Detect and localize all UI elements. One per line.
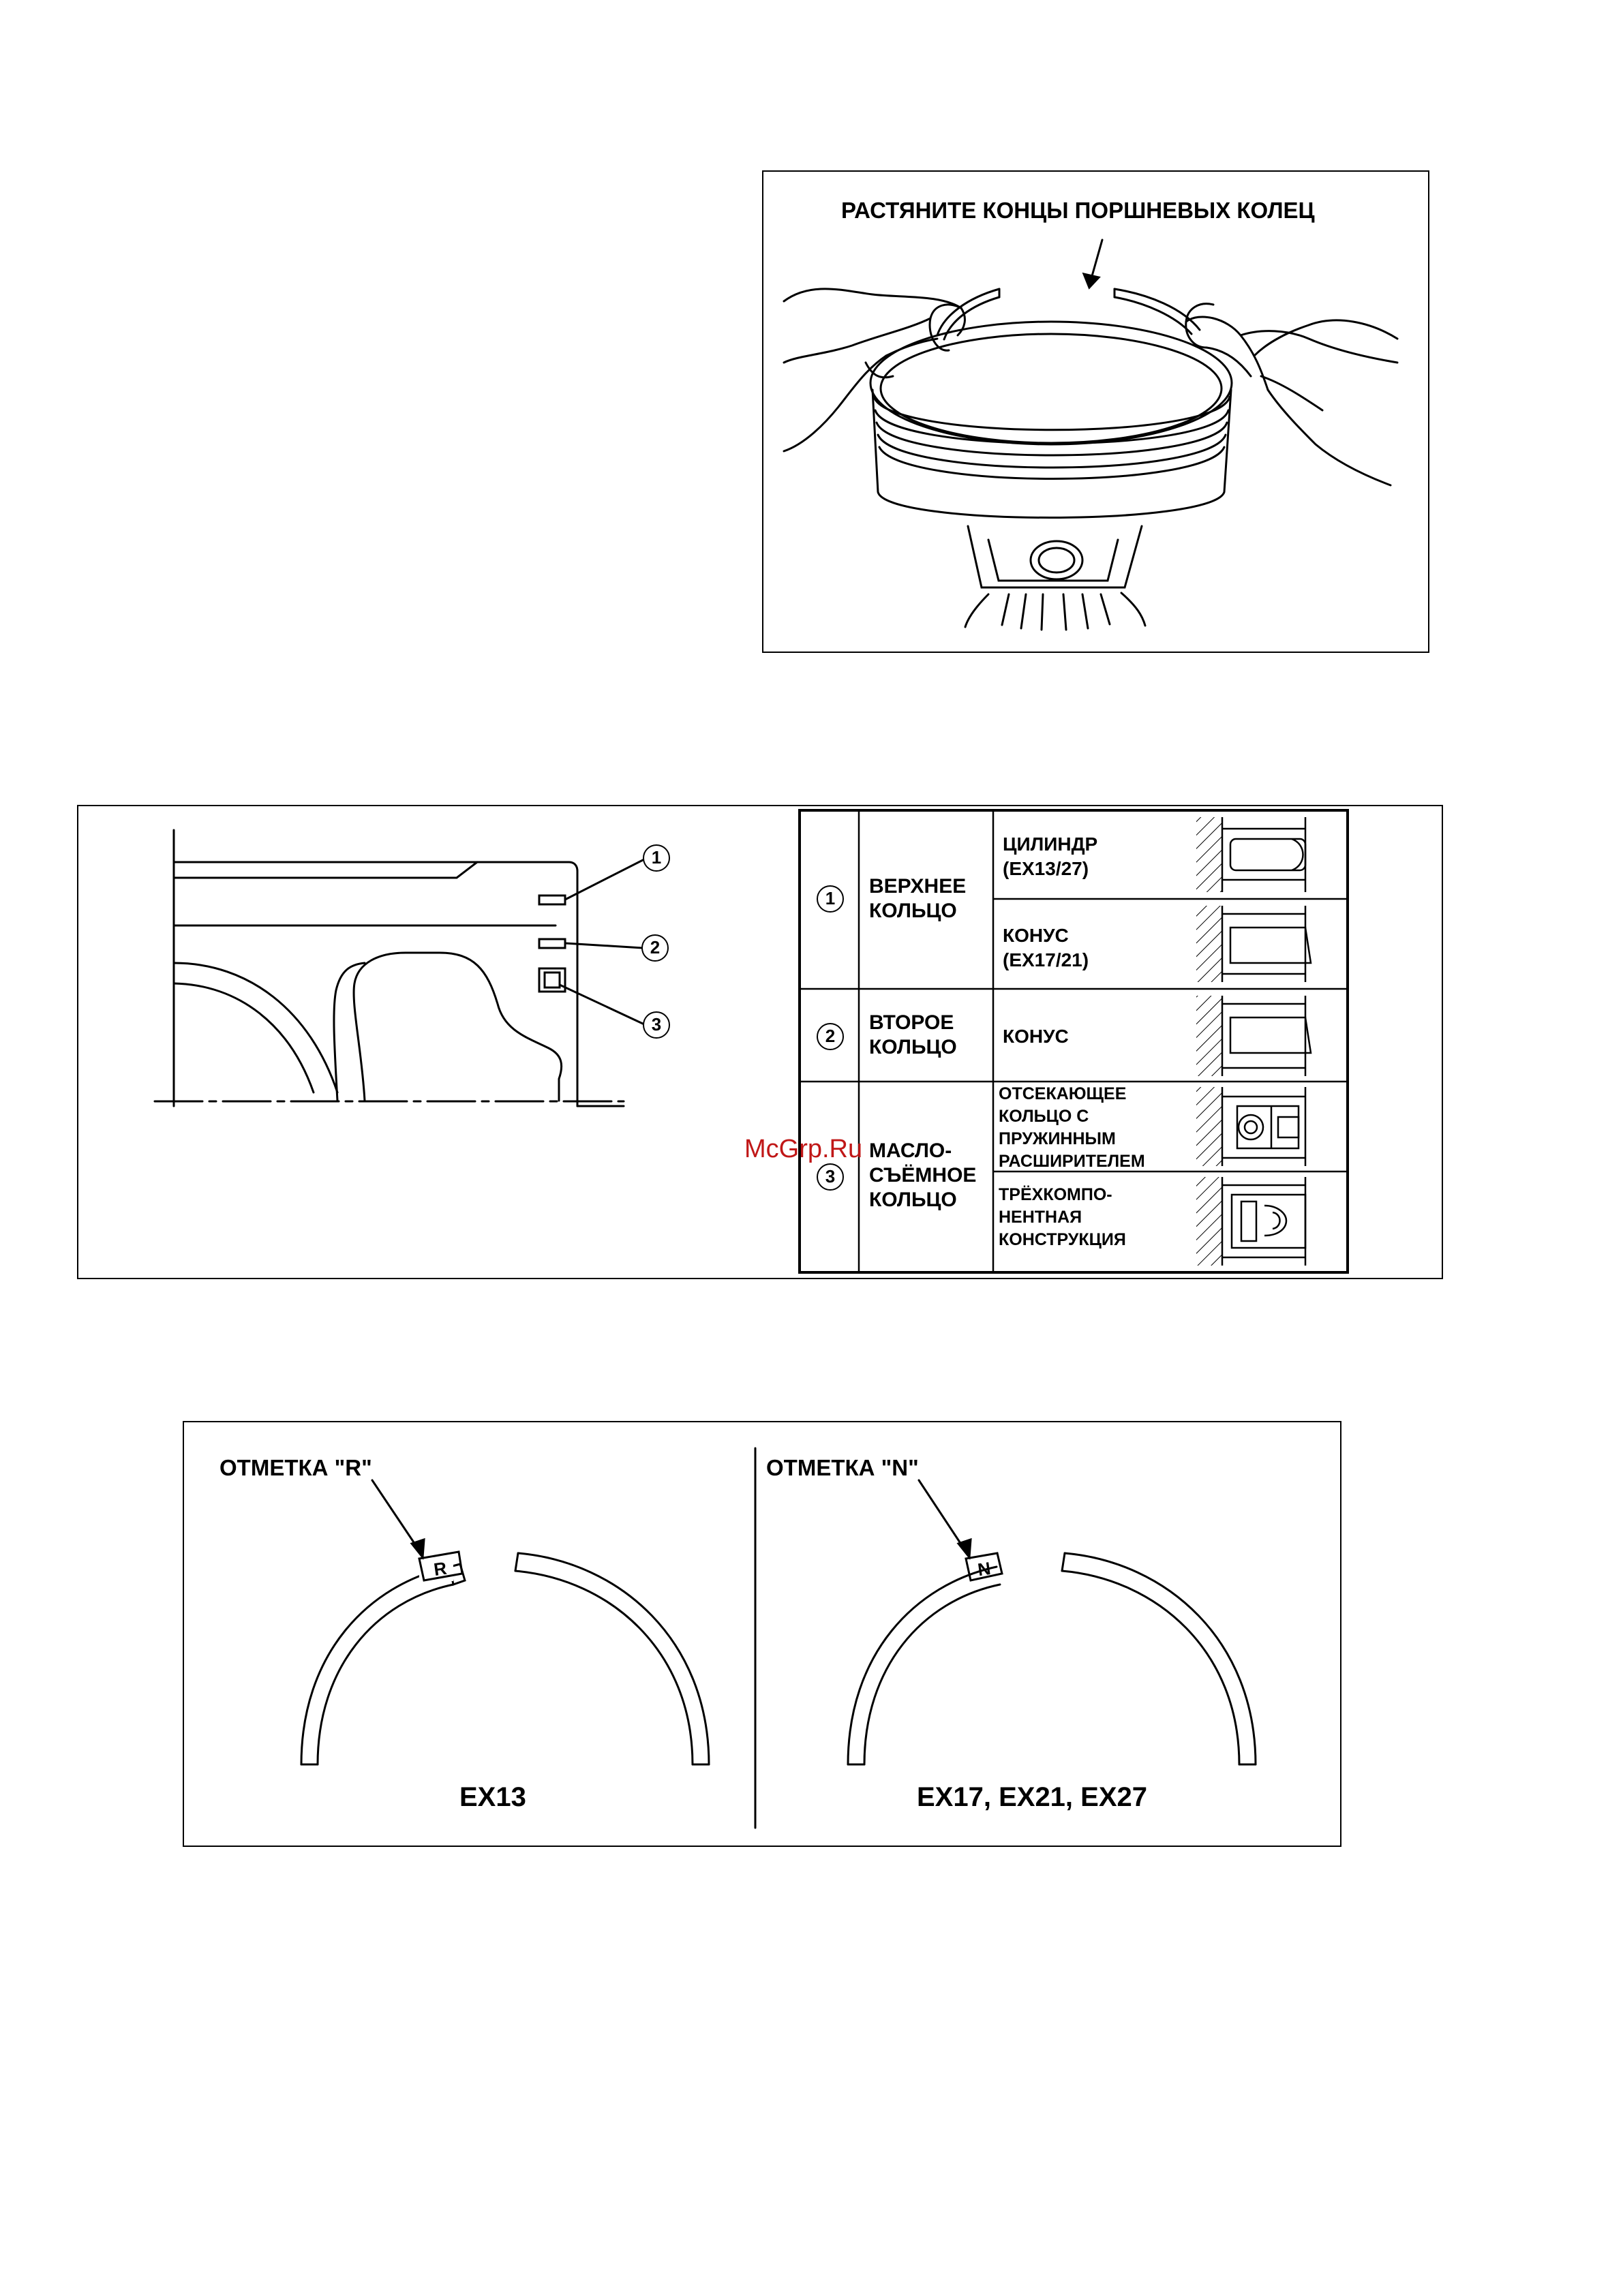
table-row3-name	[869, 1139, 976, 1212]
table-row2-type1: КОНУС	[1003, 1026, 1069, 1047]
mark-char-n: N	[976, 1558, 992, 1580]
row3-type1-line1: ОТСЕКАЮЩЕЕ	[999, 1084, 1127, 1103]
figure-ring-spreading	[762, 170, 1429, 653]
row1-type2-line1: КОНУС	[1003, 925, 1069, 946]
ring-types-table	[798, 809, 1349, 1274]
figure-ring-types	[77, 805, 1443, 1279]
row1-type1-line1: ЦИЛИНДР	[1003, 833, 1098, 855]
row2-name-line1: ВТОРОЕ	[869, 1011, 954, 1034]
row3-type2-line2: НЕНТНАЯ	[999, 1208, 1082, 1227]
piston-marker-3: 3	[643, 1011, 670, 1039]
row3-type1-line2: КОЛЬЦО С	[999, 1107, 1089, 1126]
row1-name-line2: КОЛЬЦО	[869, 900, 957, 922]
mark-char-r: R	[432, 1557, 449, 1580]
row1-name-line1: ВЕРХНЕЕ	[869, 875, 967, 898]
row3-name-line2: СЪЁМНОЕ	[869, 1164, 977, 1187]
row3-type2-line3: КОНСТРУКЦИЯ	[999, 1230, 1126, 1249]
table-row3-type2	[999, 1184, 1126, 1251]
table-row1-type2	[1003, 923, 1089, 973]
row2-name-line2: КОЛЬЦО	[869, 1036, 957, 1058]
row3-type1-line3: ПРУЖИННЫМ	[999, 1129, 1116, 1148]
mark-label-n: ОТМЕТКА "N"	[766, 1455, 919, 1480]
ring-spread-caption: РАСТЯНИТЕ КОНЦЫ ПОРШНЕВЫХ КОЛЕЦ	[841, 198, 1315, 223]
piston-marker-1: 1	[643, 844, 670, 872]
table-row1-type1	[1003, 832, 1097, 881]
model-label-ex13: EX13	[459, 1782, 526, 1812]
table-row3-type1	[999, 1083, 1145, 1173]
row3-name-line1: МАСЛО-	[869, 1139, 952, 1162]
model-label-ex17-21-27: EX17, EX21, EX27	[917, 1782, 1148, 1812]
table-row2-number: 2	[817, 1023, 844, 1050]
piston-cross-section	[78, 806, 746, 1278]
row1-type2-line2: (EX17/21)	[1003, 949, 1089, 970]
watermark: McGrp.Ru	[744, 1135, 863, 1163]
row3-type1-line4: РАСШИРИТЕЛЕМ	[999, 1152, 1145, 1171]
table-row1-number: 1	[817, 885, 844, 913]
ring-marks-illustration	[184, 1422, 1340, 1846]
row3-name-line3: КОЛЬЦО	[869, 1189, 957, 1211]
piston-hands-illustration	[763, 172, 1428, 652]
table-row2-name	[869, 1011, 957, 1060]
table-row1-name	[869, 874, 966, 923]
row3-type2-line1: ТРЁХКОМПО-	[999, 1185, 1112, 1204]
mark-label-r: ОТМЕТКА "R"	[219, 1455, 372, 1480]
figure-ring-marks	[183, 1421, 1341, 1847]
table-row3-number: 3	[817, 1163, 844, 1191]
piston-marker-2: 2	[641, 934, 669, 962]
row1-type1-line2: (EX13/27)	[1003, 858, 1089, 879]
